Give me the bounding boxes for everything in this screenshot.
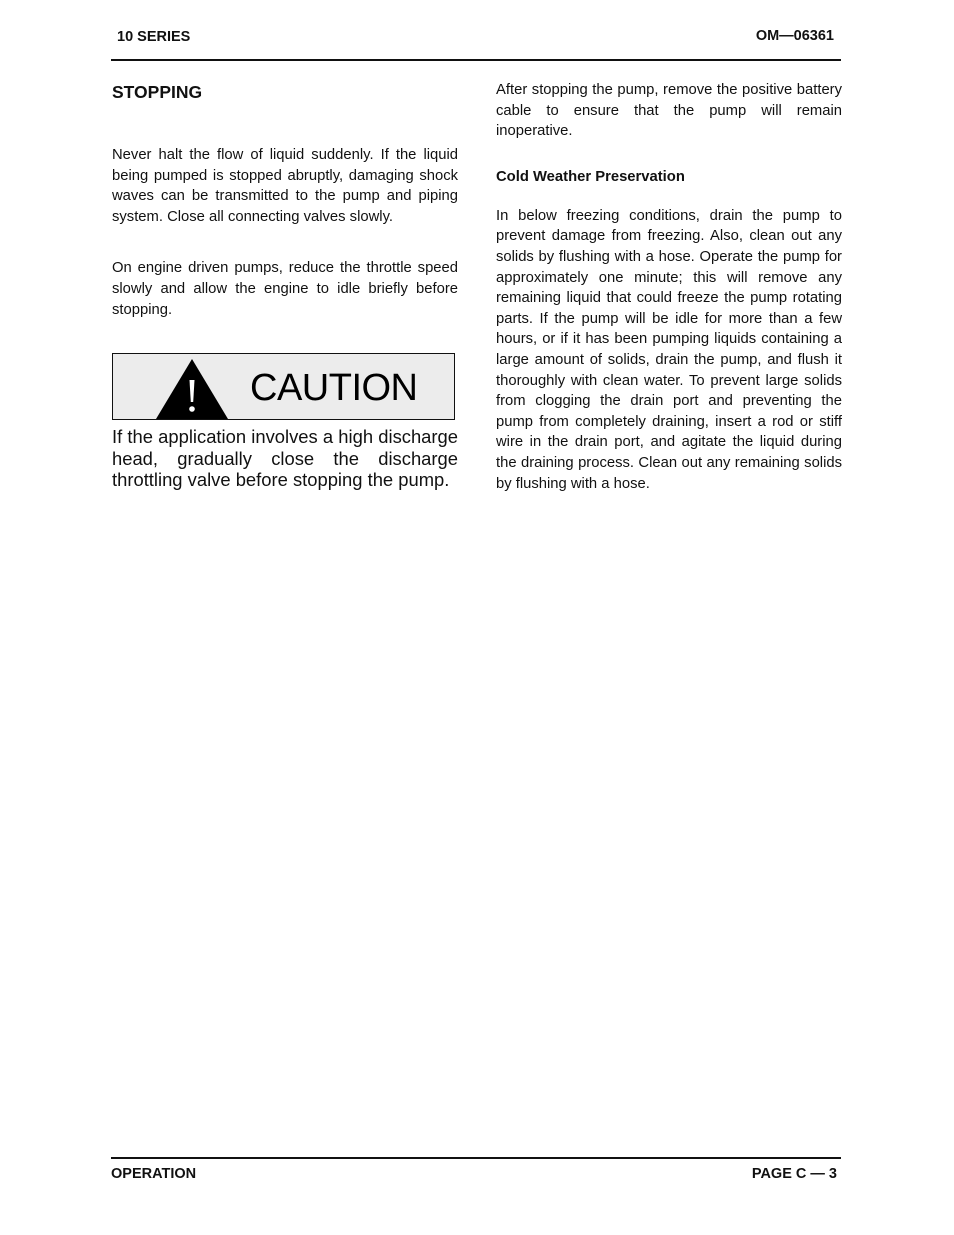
stopping-paragraph-1: Never halt the flow of liquid suddenly. If the liquid being pumped is stopped abruptly, damaging shock waves can be transmitted to the pump and piping system. Close all connecting valves slowly. (112, 147, 458, 225)
header-doc-number: OM—06361 (755, 28, 834, 44)
footer-rule (111, 1157, 841, 1159)
footer-section: OPERATION (111, 1166, 197, 1182)
header-rule (111, 59, 841, 61)
battery-paragraph: After stopping the pump, remove the positive battery cable to ensure that the pump will remain inoperative. (496, 82, 842, 140)
caution-banner (112, 353, 455, 420)
caution-text: If the application involves a high discharge head, gradually close the discharge throttling valve before stopping the pump. (112, 426, 458, 491)
cold-weather-paragraph: In below freezing conditions, drain the pump to prevent damage from freezing. Also, clean out any solids by flushing with a hose. Operate the pump for approximately one minute; this will remove any remaining liquid that could freeze the pump rotating parts. If the pump will be idle for more than a few hours, or if it has been pumping liquids containing a large amount of solids, drain the pump, and flush it thoroughly with clean water. To prevent large solids from clogging the drain port and preventing the pump from completely draining, insert a rod or stiff wire in the drain port, and agitate the liquid during the draining process. Clean out any remaining solids by flushing with a hose. (496, 207, 842, 492)
stopping-paragraph-2: On engine driven pumps, reduce the throttle speed slowly and allow the engine to idle briefly before stopping. (112, 260, 458, 318)
right-column (496, 80, 842, 494)
caution-label: CAUTION (250, 367, 418, 410)
left-column (112, 80, 458, 491)
cold-weather-title: Cold Weather Preservation (496, 168, 685, 185)
header-series: 10 SERIES (117, 29, 191, 45)
footer-page-number: PAGE C — 3 (751, 1166, 837, 1182)
section-title: STOPPING (112, 82, 203, 102)
warning-triangle-icon (155, 358, 229, 420)
